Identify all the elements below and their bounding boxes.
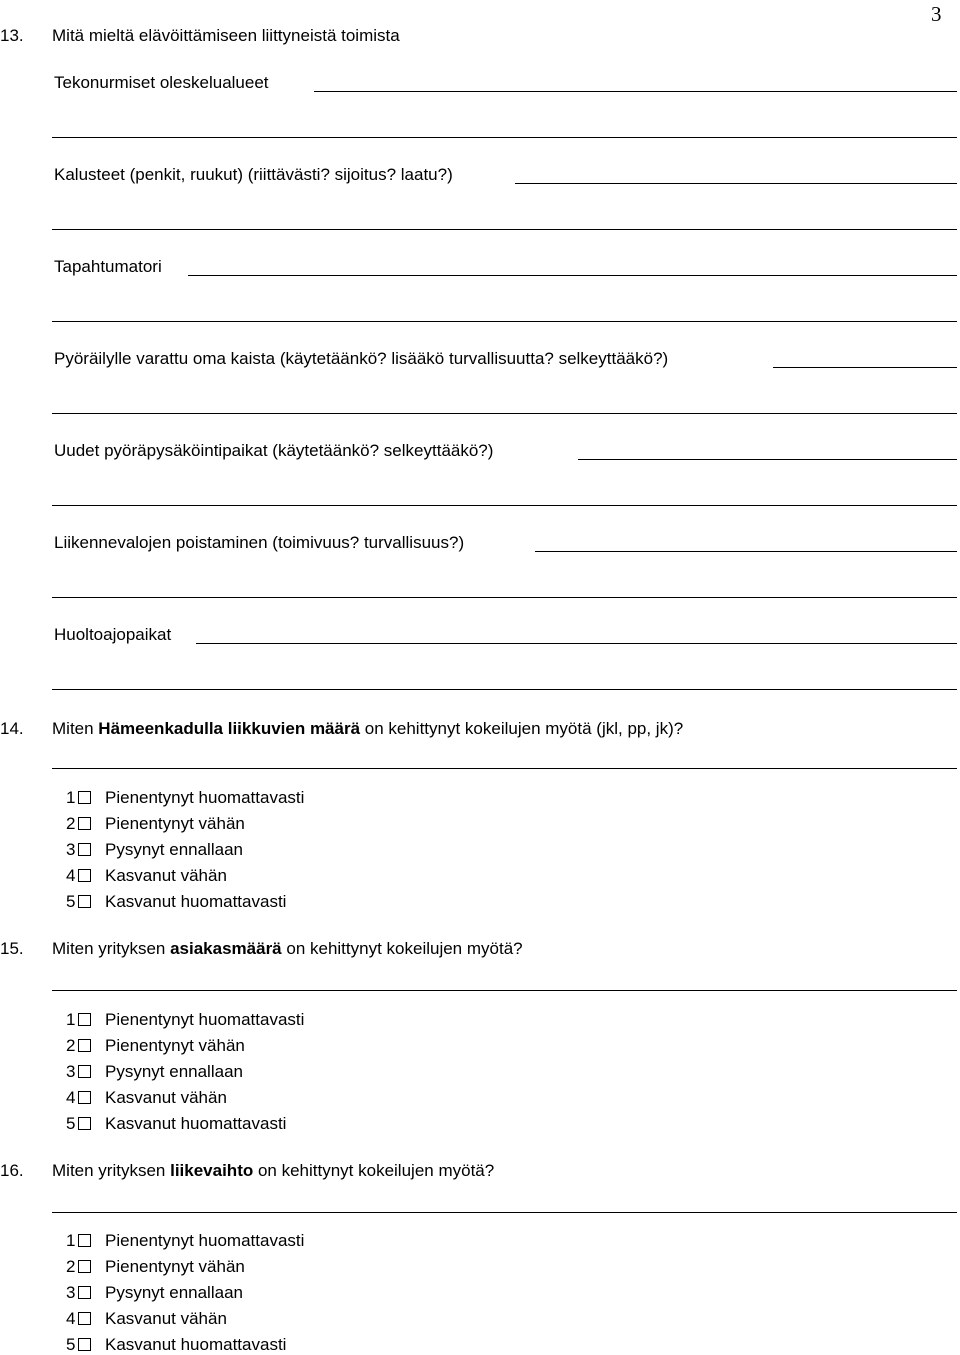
item-tekonurmiset: Tekonurmiset oleskelualueet [54, 73, 269, 92]
question-13-text: Mitä mieltä elävöittämiseen liittyneistä toimista [52, 26, 400, 45]
question-14-number: 14. [0, 719, 24, 738]
answer-line-kalusteet-2[interactable] [52, 229, 957, 230]
item-huoltoajopaikat: Huoltoajopaikat [54, 625, 172, 644]
checkbox[interactable] [78, 869, 91, 882]
q14-option-5[interactable]: 5 Kasvanut huomattavasti [66, 892, 287, 911]
checkbox[interactable] [78, 895, 91, 908]
checkbox[interactable] [78, 1039, 91, 1052]
q16-option-3[interactable]: 3 Pysynyt ennallaan [66, 1283, 243, 1302]
q14-option-3[interactable]: 3 Pysynyt ennallaan [66, 840, 243, 859]
item-pyorailykaista: Pyöräilylle varattu oma kaista (käytetäänkö? lisääkö turvallisuutta? selkeyttääkö?) [54, 349, 669, 368]
question-15-number: 15. [0, 939, 24, 958]
answer-line-kalusteet[interactable] [515, 183, 957, 184]
item-pyorapysakointi: Uudet pyöräpysäköintipaikat (käytetäänkö? selkeyttääkö?) [54, 441, 494, 460]
answer-line-tapahtumatori-2[interactable] [52, 321, 957, 322]
answer-line-tekonurmiset[interactable] [314, 91, 957, 92]
q15-option-4[interactable]: 4 Kasvanut vähän [66, 1088, 227, 1107]
checkbox[interactable] [78, 1286, 91, 1299]
answer-line-pyorapysakointi-2[interactable] [52, 505, 957, 506]
answer-line-tapahtumatori[interactable] [188, 275, 957, 276]
answer-line-liikennevalot[interactable] [535, 551, 957, 552]
q15-option-2[interactable]: 2 Pienentynyt vähän [66, 1036, 245, 1055]
checkbox[interactable] [78, 1312, 91, 1325]
answer-line-huoltoajopaikat-2[interactable] [52, 689, 957, 690]
q15-option-5[interactable]: 5 Kasvanut huomattavasti [66, 1114, 287, 1133]
answer-line-pyorapysakointi[interactable] [578, 459, 957, 460]
checkbox[interactable] [78, 1260, 91, 1273]
answer-line-liikennevalot-2[interactable] [52, 597, 957, 598]
q16-option-4[interactable]: 4 Kasvanut vähän [66, 1309, 227, 1328]
answer-line-q15[interactable] [52, 990, 957, 991]
checkbox[interactable] [78, 817, 91, 830]
q15-option-3[interactable]: 3 Pysynyt ennallaan [66, 1062, 243, 1081]
q16-option-1[interactable]: 1 Pienentynyt huomattavasti [66, 1231, 305, 1250]
question-15-text: Miten yrityksen asiakasmäärä on kehittynyt kokeilujen myötä? [52, 939, 523, 958]
q16-option-5[interactable]: 5 Kasvanut huomattavasti [66, 1335, 287, 1354]
q14-option-4[interactable]: 4 Kasvanut vähän [66, 866, 227, 885]
item-kalusteet: Kalusteet (penkit, ruukut) (riittävästi? sijoitus? laatu?) [54, 165, 453, 184]
checkbox[interactable] [78, 1338, 91, 1351]
q15-option-1[interactable]: 1 Pienentynyt huomattavasti [66, 1010, 305, 1029]
question-14-text: Miten Hämeenkadulla liikkuvien määrä on kehittynyt kokeilujen myötä (jkl, pp, jk)? [52, 719, 684, 738]
question-16-number: 16. [0, 1161, 24, 1180]
answer-line-q14[interactable] [52, 768, 957, 769]
page-number: 3 [931, 2, 942, 26]
checkbox[interactable] [78, 791, 91, 804]
q14-option-2[interactable]: 2 Pienentynyt vähän [66, 814, 245, 833]
q16-option-2[interactable]: 2 Pienentynyt vähän [66, 1257, 245, 1276]
checkbox[interactable] [78, 843, 91, 856]
answer-line-tekonurmiset-2[interactable] [52, 137, 957, 138]
answer-line-pyorailykaista-2[interactable] [52, 413, 957, 414]
answer-line-q16[interactable] [52, 1212, 957, 1213]
checkbox[interactable] [78, 1013, 91, 1026]
item-tapahtumatori: Tapahtumatori [54, 257, 162, 276]
answer-line-pyorailykaista[interactable] [773, 367, 957, 368]
checkbox[interactable] [78, 1117, 91, 1130]
checkbox[interactable] [78, 1091, 91, 1104]
checkbox[interactable] [78, 1065, 91, 1078]
item-liikennevalot: Liikennevalojen poistaminen (toimivuus? turvallisuus?) [54, 533, 465, 552]
question-16-text: Miten yrityksen liikevaihto on kehittynyt kokeilujen myötä? [52, 1161, 495, 1180]
q14-option-1[interactable]: 1 Pienentynyt huomattavasti [66, 788, 305, 807]
question-13-number: 13. [0, 26, 24, 45]
checkbox[interactable] [78, 1234, 91, 1247]
answer-line-huoltoajopaikat[interactable] [196, 643, 957, 644]
